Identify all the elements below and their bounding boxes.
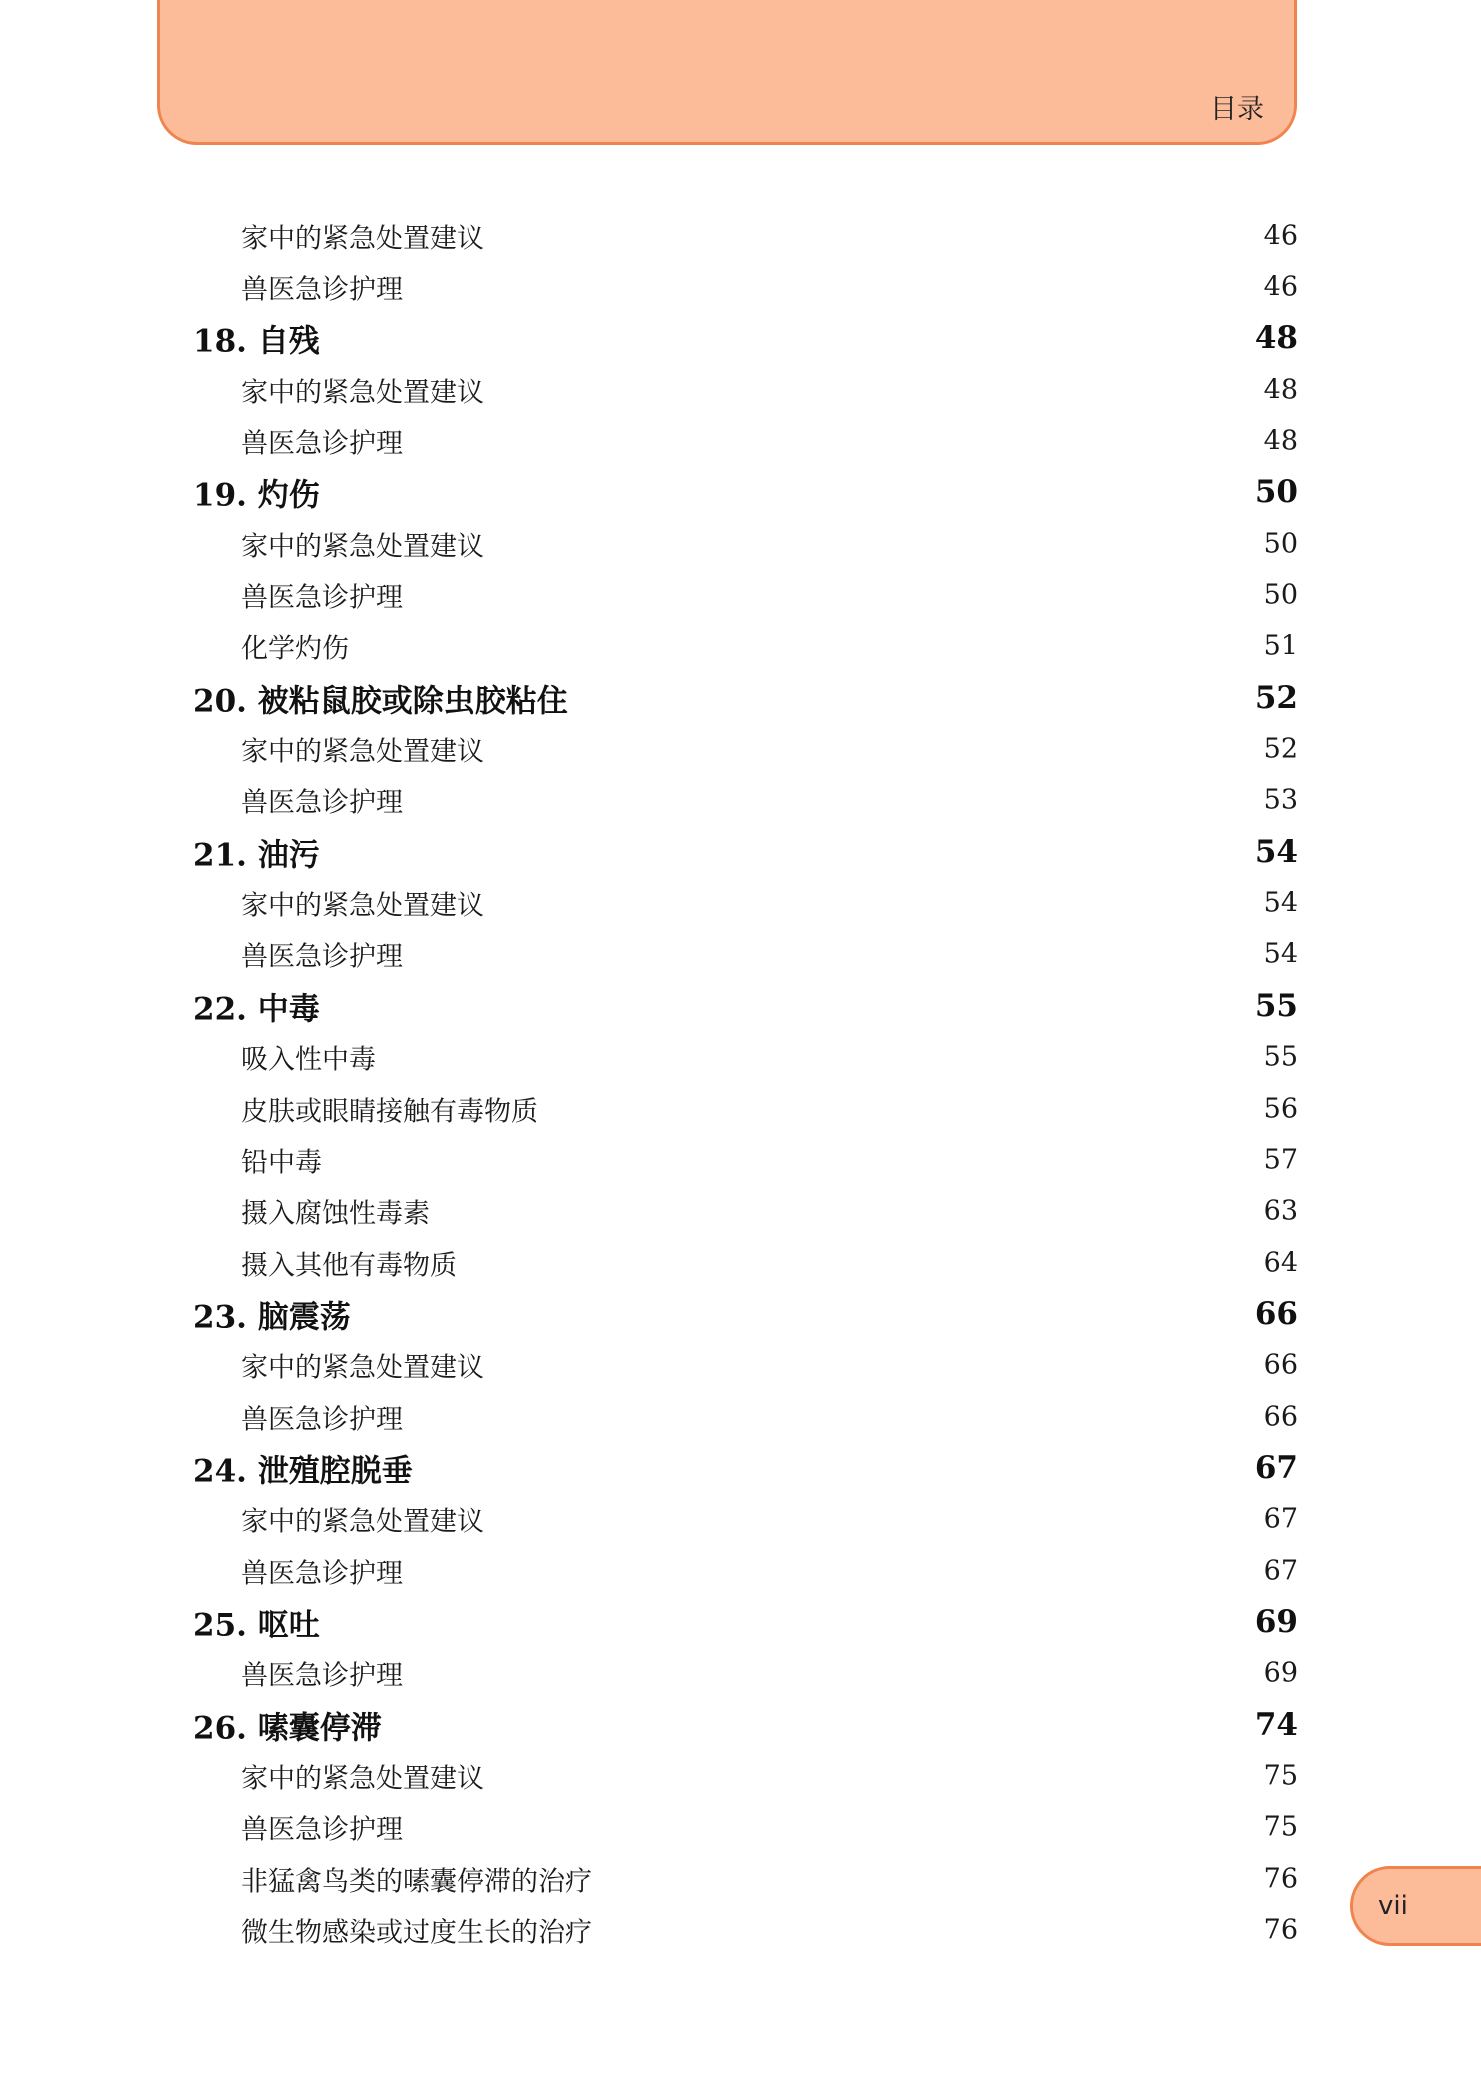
- toc-entry-label: 兽医急诊护理: [241, 1558, 403, 1590]
- toc-entry-label: 兽医急诊护理: [241, 787, 403, 819]
- toc-entry-page-number: 67: [1263, 1503, 1298, 1535]
- toc-entry-page-number: 55: [1263, 1041, 1298, 1073]
- toc-entry-label: 兽医急诊护理: [241, 428, 403, 460]
- toc-entry-page-number: 75: [1263, 1811, 1298, 1843]
- toc-section-entry[interactable]: [0, 415, 1481, 466]
- toc-entry-page-number: 66: [1254, 1295, 1298, 1332]
- toc-entry-label: 25. 呕吐: [193, 1607, 320, 1644]
- toc-entry-page-number: 52: [1254, 679, 1298, 716]
- toc-entry-label: 非猛禽鸟类的嗉囊停滞的治疗: [241, 1866, 592, 1898]
- header-band: [157, 0, 1297, 145]
- toc-entry-page-number: 69: [1254, 1603, 1298, 1640]
- toc-entry-label: 18. 自残: [193, 323, 320, 360]
- toc-entry-label: 19. 灼伤: [193, 477, 320, 514]
- toc-entry-label: 家中的紧急处置建议: [241, 736, 484, 768]
- toc-entry-label: 兽医急诊护理: [241, 1404, 403, 1436]
- toc-entry-label: 家中的紧急处置建议: [241, 1763, 484, 1795]
- toc-entry-label: 家中的紧急处置建议: [241, 377, 484, 409]
- toc-entry-page-number: 67: [1263, 1555, 1298, 1587]
- toc-entry-label: 家中的紧急处置建议: [241, 1352, 484, 1384]
- toc-entry-label: 兽医急诊护理: [241, 274, 403, 306]
- toc-entry-label: 化学灼伤: [241, 633, 349, 665]
- toc-entry-page-number: 50: [1263, 528, 1298, 560]
- toc-entry-label: 铅中毒: [241, 1147, 322, 1179]
- toc-chapter-entry[interactable]: [0, 1288, 1481, 1339]
- toc-entry-page-number: 46: [1263, 271, 1298, 303]
- toc-section-entry[interactable]: [0, 1186, 1481, 1237]
- toc-section-entry[interactable]: [0, 569, 1481, 620]
- toc-entry-page-number: 50: [1254, 474, 1298, 511]
- toc-section-entry[interactable]: [0, 261, 1481, 312]
- toc-entry-page-number: 64: [1263, 1247, 1298, 1279]
- toc-section-entry[interactable]: [0, 1391, 1481, 1442]
- page-number: vii: [1378, 1891, 1408, 1921]
- toc-chapter-entry[interactable]: [0, 826, 1481, 877]
- toc-entry-page-number: 76: [1263, 1914, 1298, 1946]
- toc-entry-label: 兽医急诊护理: [241, 1660, 403, 1692]
- toc-chapter-entry[interactable]: [0, 467, 1481, 518]
- toc-entry-label: 摄入其他有毒物质: [241, 1250, 457, 1282]
- toc-section-entry[interactable]: [0, 877, 1481, 928]
- running-header-title: 目录: [1210, 94, 1264, 125]
- toc-section-entry[interactable]: [0, 775, 1481, 826]
- toc-entry-page-number: 76: [1263, 1863, 1298, 1895]
- toc-section-entry[interactable]: [0, 518, 1481, 569]
- toc-entry-page-number: 66: [1263, 1401, 1298, 1433]
- toc-section-entry[interactable]: [0, 1083, 1481, 1134]
- toc-section-entry[interactable]: [0, 1853, 1481, 1904]
- toc-section-entry[interactable]: [0, 364, 1481, 415]
- toc-entry-label: 兽医急诊护理: [241, 1814, 403, 1846]
- toc-entry-page-number: 53: [1263, 784, 1298, 816]
- toc-chapter-entry[interactable]: [0, 1442, 1481, 1493]
- toc-entry-page-number: 48: [1254, 320, 1298, 357]
- toc-entry-label: 22. 中毒: [193, 991, 320, 1028]
- toc-section-entry[interactable]: [0, 1032, 1481, 1083]
- toc-section-entry[interactable]: [0, 929, 1481, 980]
- toc-entry-label: 吸入性中毒: [241, 1044, 376, 1076]
- toc-section-entry[interactable]: [0, 1545, 1481, 1596]
- toc-entry-page-number: 69: [1263, 1657, 1298, 1689]
- toc-entry-label: 26. 嗉囊停滞: [193, 1710, 382, 1747]
- toc-entry-label: 23. 脑震荡: [193, 1299, 351, 1336]
- toc-entry-label: 兽医急诊护理: [241, 941, 403, 973]
- toc-entry-label: 家中的紧急处置建议: [241, 223, 484, 255]
- toc-entry-page-number: 52: [1263, 733, 1298, 765]
- toc-chapter-entry[interactable]: [0, 1596, 1481, 1647]
- toc-entry-page-number: 67: [1254, 1449, 1298, 1486]
- toc-entry-label: 家中的紧急处置建议: [241, 890, 484, 922]
- toc-entry-label: 21. 油污: [193, 837, 320, 874]
- toc-entry-page-number: 55: [1254, 987, 1298, 1024]
- toc-entry-page-number: 75: [1263, 1760, 1298, 1792]
- toc-entry-page-number: 46: [1263, 220, 1298, 252]
- toc-entry-page-number: 63: [1263, 1195, 1298, 1227]
- toc-entry-label: 家中的紧急处置建议: [241, 1506, 484, 1538]
- toc-section-entry[interactable]: [0, 1750, 1481, 1801]
- toc-entry-page-number: 54: [1263, 938, 1298, 970]
- table-of-contents: [0, 210, 1481, 1956]
- toc-section-entry[interactable]: [0, 1802, 1481, 1853]
- toc-chapter-entry[interactable]: [0, 1699, 1481, 1750]
- toc-entry-page-number: 56: [1263, 1093, 1298, 1125]
- toc-entry-label: 家中的紧急处置建议: [241, 531, 484, 563]
- toc-chapter-entry[interactable]: [0, 980, 1481, 1031]
- toc-section-entry[interactable]: [0, 1134, 1481, 1185]
- toc-section-entry[interactable]: [0, 1237, 1481, 1288]
- toc-entry-label: 兽医急诊护理: [241, 582, 403, 614]
- toc-entry-page-number: 50: [1263, 579, 1298, 611]
- toc-entry-label: 摄入腐蚀性毒素: [241, 1198, 430, 1230]
- toc-section-entry[interactable]: [0, 210, 1481, 261]
- toc-entry-page-number: 48: [1263, 425, 1298, 457]
- toc-entry-page-number: 54: [1263, 887, 1298, 919]
- toc-entry-page-number: 74: [1254, 1706, 1298, 1743]
- toc-entry-label: 皮肤或眼睛接触有毒物质: [241, 1096, 538, 1128]
- toc-chapter-entry[interactable]: [0, 313, 1481, 364]
- toc-entry-label: 20. 被粘鼠胶或除虫胶粘住: [193, 683, 568, 720]
- toc-section-entry[interactable]: [0, 1648, 1481, 1699]
- toc-entry-label: 微生物感染或过度生长的治疗: [241, 1917, 592, 1949]
- toc-section-entry[interactable]: [0, 1494, 1481, 1545]
- page-number-tab: [1350, 1866, 1481, 1946]
- toc-entry-page-number: 57: [1263, 1144, 1298, 1176]
- toc-section-entry[interactable]: [0, 1904, 1481, 1955]
- toc-section-entry[interactable]: [0, 621, 1481, 672]
- toc-chapter-entry[interactable]: [0, 672, 1481, 723]
- toc-section-entry[interactable]: [0, 723, 1481, 774]
- toc-entry-page-number: 54: [1254, 833, 1298, 870]
- toc-entry-label: 24. 泄殖腔脱垂: [193, 1453, 413, 1490]
- toc-entry-page-number: 48: [1263, 374, 1298, 406]
- toc-entry-page-number: 51: [1263, 630, 1298, 662]
- toc-entry-page-number: 66: [1263, 1349, 1298, 1381]
- toc-section-entry[interactable]: [0, 1340, 1481, 1391]
